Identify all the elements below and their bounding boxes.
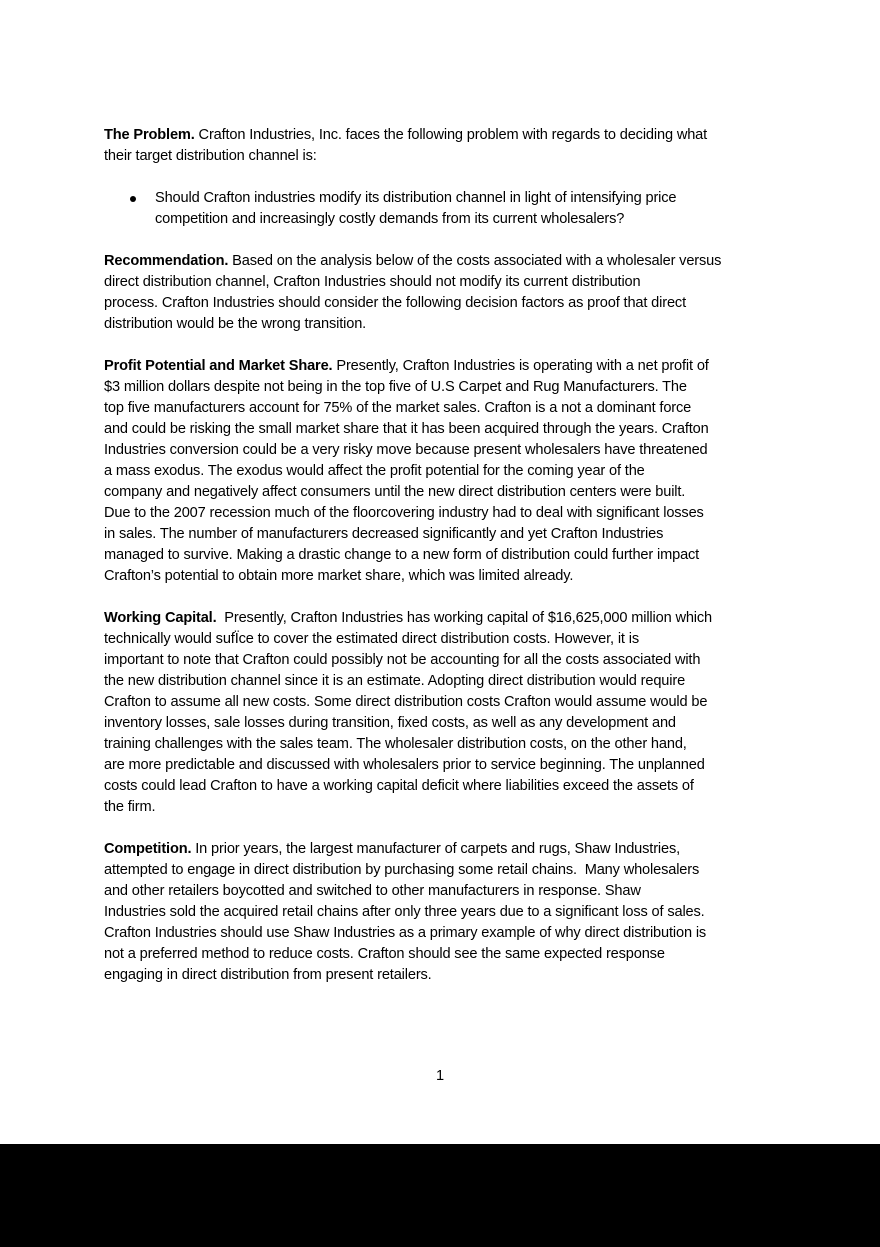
text-line: not a preferred method to reduce costs. Crafton should see the same expected response xyxy=(104,946,665,962)
text-line: and other retailers boycotted and switched to other manufacturers in response. Shaw xyxy=(104,883,641,899)
bullet-text-line: Should Crafton industries modify its distribution channel in light of intensifying price xyxy=(155,190,677,206)
text-line: $3 million dollars despite not being in the top five of U.S Carpet and Rug Manufacturers. The xyxy=(104,379,687,395)
working-capital-paragraph xyxy=(104,608,784,818)
page-number: 1 xyxy=(435,1068,445,1084)
document-body xyxy=(104,125,784,1007)
text-line: Crafton’s potential to obtain more market share, which was limited already. xyxy=(104,568,574,584)
text-line: Due to the 2007 recession much of the floorcovering industry had to deal with significant losses xyxy=(104,505,704,521)
text-line: the firm. xyxy=(104,799,156,815)
text-run: In prior years, the largest manufacturer of carpets and rugs, Shaw Industries, xyxy=(191,841,681,857)
text-line xyxy=(104,251,784,272)
text-line: costs could lead Crafton to have a working capital deficit where liabilities exceed the assets of xyxy=(104,778,694,794)
competition-paragraph xyxy=(104,839,784,986)
text-line: Crafton to assume all new costs. Some direct distribution costs Crafton would assume would be xyxy=(104,694,708,710)
text-line: the new distribution channel since it is an estimate. Adopting direct distribution would require xyxy=(104,673,686,689)
text-line xyxy=(104,608,784,629)
text-line xyxy=(104,356,784,377)
profit-paragraph xyxy=(104,356,784,587)
text-line: and could be risking the small market share that it has been acquired through the years. Crafton xyxy=(104,421,709,437)
bullet-text-line: competition and increasingly costly demands from its current wholesalers? xyxy=(155,211,625,227)
text-line: company and negatively affect consumers until the new direct distribution centers were built. xyxy=(104,484,686,500)
text-line: top five manufacturers account for 75% of the market sales. Crafton is a not a dominant force xyxy=(104,400,692,416)
text-run: Crafton Industries, Inc. faces the following problem with regards to deciding what xyxy=(194,127,708,143)
text-line: attempted to engage in direct distribution by purchasing some retail chains. Many wholesalers xyxy=(104,862,700,878)
text-run: Presently, Crafton Industries is operating with a net profit of xyxy=(332,358,709,374)
text-line xyxy=(104,125,784,146)
text-line: managed to survive. Making a drastic change to a new form of distribution could further impact xyxy=(104,547,700,563)
text-run: Based on the analysis below of the costs associated with a wholesaler versus xyxy=(228,253,722,269)
text-line: important to note that Crafton could possibly not be accounting for all the costs associated with xyxy=(104,652,701,668)
problem-heading: The Problem. xyxy=(104,127,195,143)
profit-heading: Profit Potential and Market Share. xyxy=(104,358,333,374)
competition-heading: Competition. xyxy=(104,841,192,857)
recommendation-heading: Recommendation. xyxy=(104,253,229,269)
working-capital-heading: Working Capital. xyxy=(104,610,217,626)
problem-bullet-list xyxy=(104,188,784,230)
text-line xyxy=(104,839,784,860)
text-line: a mass exodus. The exodus would affect the profit potential for the coming year of the xyxy=(104,463,645,479)
text-line: are more predictable and discussed with wholesalers prior to service beginning. The unplanned xyxy=(104,757,705,773)
text-line: Crafton Industries should use Shaw Industries as a primary example of why direct distribution is xyxy=(104,925,707,941)
text-line: inventory losses, sale losses during transition, fixed costs, as well as any development and xyxy=(104,715,676,731)
bottom-black-band xyxy=(0,1144,880,1247)
text-line: distribution would be the wrong transition. xyxy=(104,316,367,332)
text-line: Industries conversion could be a very risky move because present wholesalers have threatened xyxy=(104,442,708,458)
text-line: technically would sufÏce to cover the estimated direct distribution costs. However, it is xyxy=(104,631,639,647)
text-line: process. Crafton Industries should consider the following decision factors as proof that direct xyxy=(104,295,686,311)
recommendation-paragraph xyxy=(104,251,784,335)
text-line: engaging in direct distribution from present retailers. xyxy=(104,967,432,983)
text-run: Presently, Crafton Industries has working capital of $16,625,000 million which xyxy=(216,610,713,626)
text-line: in sales. The number of manufacturers decreased significantly and yet Crafton Industries xyxy=(104,526,664,542)
text-line: training challenges with the sales team. The wholesaler distribution costs, on the other hand, xyxy=(104,736,687,752)
text-line: Industries sold the acquired retail chains after only three years due to a significant loss of sales. xyxy=(104,904,705,920)
problem-paragraph xyxy=(104,125,784,167)
text-line: their target distribution channel is: xyxy=(104,148,317,164)
bullet-icon xyxy=(130,196,136,202)
text-line: direct distribution channel, Crafton Industries should not modify its current distribution xyxy=(104,274,641,290)
